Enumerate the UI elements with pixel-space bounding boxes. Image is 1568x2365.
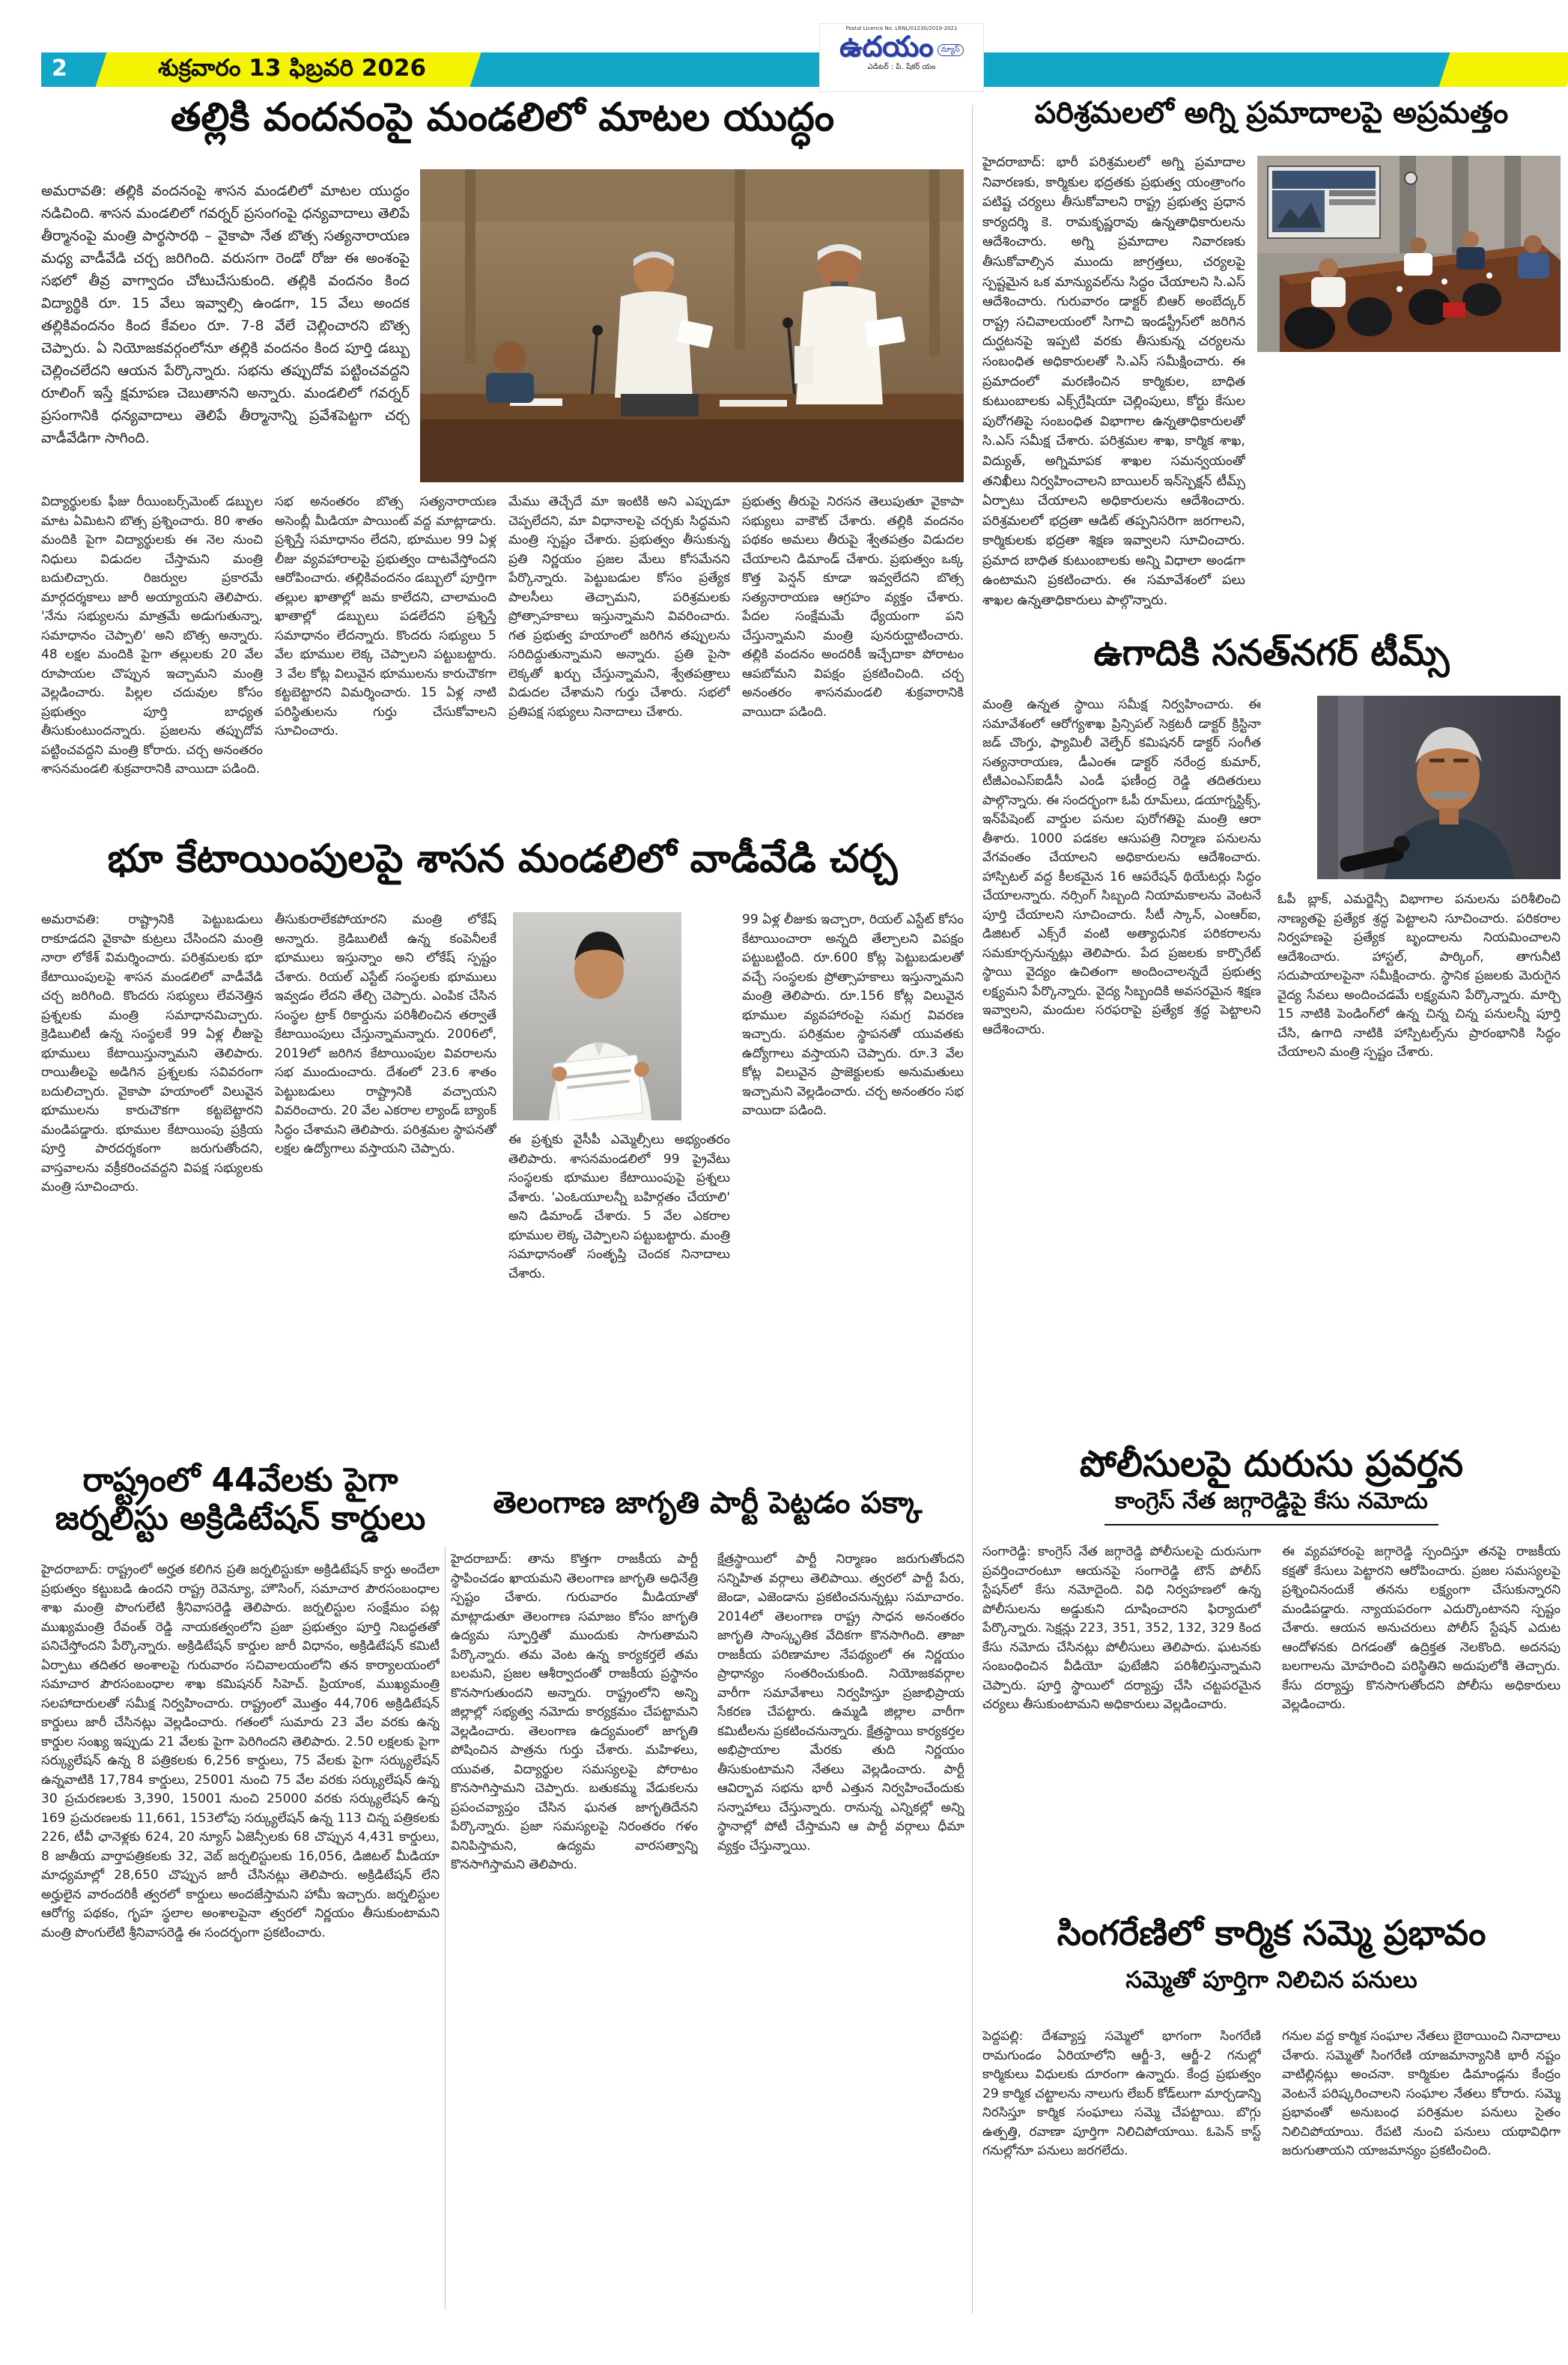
- article1-col1: విద్యార్థులకు ఫీజు రీయింబర్స్‌మెంట్ డబ్బుల మాట ఏమిటని బొత్స ప్రశ్నించారు. 80 శాతం మందికి పైగా విద్యార్థులకు ఈ నెల నుంచి నిధులు విడుదల చేస్తామని మంత్రి బదులిచ్చారు. రిజర్వుల ప్రకారమే మార్గదర్శకాలు జారీ అయ్యాయని తెలిపారు. 'నేను సభ్యులను మాత్రమే అడుగుతున్నా, సమాధానం చెప్పాలి' అని బొత్స అన్నారు. 48 లక్షల మందికి పైగా తల్లులకు 20 వేల రూపాయల చొప్పున ఇచ్చామని మంత్రి వెల్లడించారు. పిల్లల చదువుల కోసం ప్రభుత్వం పూర్తి బాధ్యత తీసుకుంటుందన్నారు. ప్రజలను తప్పుదోవ పట్టించవద్దని మంత్రి కోరారు. చర్చ అనంతరం శాసనమండలి శుక్రవారానికి వాయిదా పడింది.: [41, 494, 263, 777]
- article-police-misbehaviour: [982, 1444, 1561, 1910]
- article4-col3: ఈ ప్రశ్నకు వైసీపీ ఎమ్మెల్సీలు అభ్యంతరం తెలిపారు. శాసనమండలిలో 99 ప్రైవేటు సంస్థలకు భూముల కేటాయింపుపై ప్రశ్నలు వేశారు. 'ఎంఓయూలన్నీ బహిర్గతం చేయాలి' అని డిమాండ్ చేశారు. 5 వేల ఎకరాల భూముల లెక్క చెప్పాలని పట్టుబట్టారు. మంత్రి సమాధానంతో సంతృప్తి చెందక నినాదాలు చేశారు.: [508, 1132, 730, 1281]
- article8-col2: గనుల వద్ద కార్మిక సంఘాల నేతలు బైఠాయించి నినాదాలు చేశారు. సమ్మెతో సింగరేణి యాజమాన్యానికి భారీ నష్టం వాటిల్లినట్లు అంచనా. కార్మికుల డిమాండ్లను కేంద్రం వెంటనే పరిష్కరించాలని సంఘాల నేతలు కోరారు. సమ్మె ప్రభావంతో అనుబంధ పరిశ్రమల పనులు సైతం నిలిచిపోయాయి. రేపటి నుంచి పనులు యథావిధిగా జరుగుతాయని యాజమాన్యం ప్రకటించింది.: [1282, 2029, 1561, 2158]
- article-land-allotments: [41, 837, 964, 1429]
- article3-headline: ఉగాదికి సనత్‌నగర్ టీమ్స్: [1093, 632, 1450, 674]
- postal-licence-line: Postal Licence No. LRNL/01230/2019-2021: [845, 25, 958, 31]
- article4-col1: అమరావతి: రాష్ట్రానికి పెట్టుబడులు రాకూడదని వైకాపా కుట్రలు చేసిందని మంత్రి నారా లోకేశ్ విమర్శించారు. పరిశ్రమలకు భూ కేటాయింపులపై శాసన మండలిలో వాడీవేడి చర్చ జరిగింది. కొందరు సభ్యులు లేవనెత్తిన ప్రశ్నలకు మంత్రి సమాధానమిచ్చారు. క్రెడిబులిటీ ఉన్న సంస్థలకే 99 ఏళ్ల లీజుపై భూములు కేటాయిస్తున్నామని తెలిపారు. రాయితీలపై అడిగిన ప్రశ్నలకు సవివరంగా బదులిచ్చారు. వైకాపా హయాంలో విలువైన భూములను కారుచౌకగా కట్టబెట్టారని మండిపడ్డారు. భూముల కేటాయింపు ప్రక్రియ పూర్తి పారదర్శకంగా జరుగుతోందని, వాస్తవాలను వక్రీకరించవద్దని విపక్ష సభ్యులకు మంత్రి సూచించారు.: [41, 912, 263, 1194]
- article-jagruthi-party: [451, 1462, 964, 2319]
- article7-col2: ఈ వ్యవహారంపై జగ్గారెడ్డి స్పందిస్తూ తనపై రాజకీయ కక్షతో కేసులు పెట్టారని ఆరోపించారు. ప్రజల సమస్యలపై ప్రశ్నించినందుకే తనను లక్ష్యంగా చేసుకున్నారని మండిపడ్డారు. న్యాయపరంగా ఎదుర్కొంటానని స్పష్టం చేశారు. ఆయన అనుచరులు పోలీస్ స్టేషన్ ఎదుట ఆందోళనకు దిగడంతో ఉద్రిక్తత నెలకొంది. అదనపు బలగాలను మోహరించి పరిస్థితిని అదుపులోకి తెచ్చారు. కేసు దర్యాప్తు కొనసాగుతోందని పోలీసు అధికారులు వెల్లడించారు.: [1282, 1544, 1561, 1712]
- article6-col2: క్షేత్రస్థాయిలో పార్టీ నిర్మాణం జరుగుతోందని సన్నిహిత వర్గాలు తెలిపాయి. త్వరలో పార్టీ పేరు, జెండా, ఎజెండాను ప్రకటించనున్నట్లు సమాచారం. 2014లో తెలంగాణ రాష్ట్ర సాధన అనంతరం జాగృతి సాంస్కృతిక వేదికగా కొనసాగింది. తాజా రాజకీయ పరిణామాల నేపథ్యంలో ఈ నిర్ణయం ప్రాధాన్యం సంతరించుకుంది. నియోజకవర్గాల వారీగా సమావేశాలు నిర్వహిస్తూ ప్రజాభిప్రాయ సేకరణ చేపట్టారు. ఉమ్మడి జిల్లాల వారీగా కమిటీలను ప్రకటించనున్నారు. క్షేత్రస్థాయి కార్యకర్తల అభిప్రాయాల మేరకు తుది నిర్ణయం తీసుకుంటామని నేతలు వెల్లడించారు. పార్టీ ఆవిర్భావ సభను భారీ ఎత్తున నిర్వహించేందుకు సన్నాహాలు చేస్తున్నారు. రానున్న ఎన్నికల్లో అన్ని స్థానాల్లో పోటీ చేస్తామని ఆ పార్టీ వర్గాలు ధీమా వ్యక్తం చేస్తున్నాయి.: [717, 1552, 964, 1854]
- article-fire-safety: [982, 96, 1561, 629]
- article5-headline-line1: రాష్ట్రంలో 44వేలకు పైగా: [82, 1461, 398, 1499]
- column-divider-right: [972, 105, 973, 2314]
- cs-review-meeting-photo: [1257, 156, 1561, 352]
- article1-headline: తల్లికి వందనంపై మండలిలో మాటల యుద్ధం: [170, 95, 835, 140]
- article3-col1: మంత్రి ఉన్నత స్థాయి సమీక్ష నిర్వహించారు. ఈ సమావేశంలో ఆరోగ్యశాఖ ప్రిన్సిపల్ సెక్రటరీ డాక్టర్ క్రిస్టినా జడ్ చొంగ్తు, ఫ్యామిలీ వెల్ఫేర్ కమిషనర్ డాక్టర్ సంగీత సత్యనారాయణ, డీఎంఈ డాక్టర్ నరేంద్ర కుమార్, టీజీఎంఎస్ఐడీసీ ఎండీ ఫణీంద్ర రెడ్డి తదితరులు పాల్గొన్నారు. ఈ సందర్భంగా ఓపీ రూమ్‌లు, డయాగ్నస్టిక్స్, ఇన్‌పేషెంట్ వార్డుల పనుల పురోగతిపై మంత్రి ఆరా తీశారు. 1000 పడకల ఆసుపత్రి నిర్మాణ పనులను వేగవంతం చేయాలని అధికారులను ఆదేశించారు. హాస్పిటల్ వద్ద కీలకమైన 16 ఆపరేషన్ థియేటర్లు సిద్ధం చేయాలన్నారు. నర్సింగ్ సిబ్బంది నియామకాలను వెంటనే పూర్తి చేయాలని సూచించారు. సీటీ స్కాన్, ఎంఆర్ఐ, డిజిటల్ ఎక్స్‌రే వంటి అత్యాధునిక పరికరాలను సమకూర్చనున్నట్లు తెలిపారు. పేద ప్రజలకు కార్పొరేట్ స్థాయి వైద్యం ఉచితంగా అందించాలన్నదే ప్రభుత్వ లక్ష్యమని పేర్కొన్నారు. వైద్య సిబ్బందికి అవసరమైన శిక్షణ ఇవ్వాలని, మందుల సరఫరాపై ప్రత్యేక శ్రద్ధ పెట్టాలని ఆదేశించారు.: [982, 697, 1261, 1037]
- article-assembly-debate: [41, 96, 964, 834]
- article7-headline: పోలీసులపై దురుసు ప్రవర్తన: [1079, 1443, 1464, 1485]
- header-right-band: [1439, 52, 1568, 87]
- masthead: [820, 24, 983, 91]
- article6-col1: హైదరాబాద్: తాను కొత్తగా రాజకీయ పార్టీ స్థాపించడం ఖాయమని తెలంగాణ జాగృతి అధినేత్రి స్పష్టం చేశారు. గురువారం మీడియాతో మాట్లాడుతూ తెలంగాణ సమాజం కోసం జాగృతి ఉద్యమ స్ఫూర్తితో ముందుకు సాగుతామని పేర్కొన్నారు. తమ వెంట ఉన్న కార్యకర్తలే తమ బలమని, ప్రజల ఆశీర్వాదంతో రాజకీయ ప్రస్థానం కొనసాగుతుందని అన్నారు. రాష్ట్రంలోని అన్ని జిల్లాల్లో సభ్యత్వ నమోదు కార్యక్రమం చేపట్టామని వెల్లడించారు. తెలంగాణ ఉద్యమంలో జాగృతి పోషించిన పాత్రను గుర్తు చేశారు. మహిళలు, యువత, విద్యార్థుల సమస్యలపై పోరాటం కొనసాగిస్తామని చెప్పారు. బతుకమ్మ వేడుకలను ప్రపంచవ్యాప్తం చేసిన ఘనత జాగృతిదేనని పేర్కొన్నారు. ప్రజా సమస్యలపై నిరంతరం గళం వినిపిస్తామని, ఉద్యమ వారసత్వాన్ని కొనసాగిస్తామని తెలిపారు.: [451, 1552, 698, 1872]
- article-accreditation-cards: [41, 1462, 440, 2319]
- article1-col2: సభ అనంతరం బొత్స సత్యనారాయణ అసెంబ్లీ మీడియా పాయింట్ వద్ద మాట్లాడారు. ప్రశ్నిస్తే సమాధానం లేదని, భూముల 99 ఏళ్ల లీజు వ్యవహారాలపై ప్రభుత్వం దాటవేస్తోందని ఆరోపించారు. తల్లికివందనం డబ్బులో పూర్తిగా తల్లుల ఖాతాల్లో జమ కాలేదని, చాలామంది ఖాతాల్లో డబ్బులు పడలేదని ప్రశ్నిస్తే సమాధానం లేదన్నారు. కొందరు సభ్యులు 5 వేల భూముల లెక్క చెప్పాలని పట్టుబట్టారు. 3 వేల కోట్ల విలువైన భూములను కారుచౌకగా కట్టబెట్టారని విమర్శించారు. 15 ఏళ్ల నాటి పరిస్థితులను గుర్తు చేసుకోవాలని సూచించారు.: [275, 494, 496, 738]
- article5-headline-line2: జర్నలిస్టు అక్రిడిటేషన్ కార్డులు: [55, 1499, 426, 1537]
- editor-line: ఎడిటర్ : పి. షేకర్ యం: [867, 63, 936, 71]
- page-number: 2: [52, 55, 67, 82]
- article2-body: హైదరాబాద్: భారీ పరిశ్రమలలో అగ్ని ప్రమాదాల నివారణకు, కార్మికుల భద్రతకు ప్రభుత్వ యంత్రాంగం పటిష్ట చర్యలు తీసుకోవాలని రాష్ట్ర ప్రభుత్వ ప్రధాన కార్యదర్శి కె. రామకృష్ణరావు ఉన్నతాధికారులను ఆదేశించారు. అగ్ని ప్రమాదాల నివారణకు తీసుకోవాల్సిన ముందు జాగ్రత్తలు, చర్యలపై స్పష్టమైన ఒక మాన్యువల్‌ను సిద్ధం చేయాలని సి.ఎస్ ఆదేశించారు. గురువారం డాక్టర్ బిఆర్ అంబేద్కర్ రాష్ట్ర సచివాలయంలో సిగాచి ఇండస్ట్రీస్‌లో జరిగిన దుర్ఘటనపై ఇప్పటి వరకు తీసుకున్న చర్యలను సంబంధిత అధికారులతో సి.ఎస్ సమీక్షించారు. ఈ ప్రమాదంలో మరణించిన కార్మికుల, బాధిత కుటుంబాలకు ఎక్స్‌గ్రేషియా చెల్లింపులు, కోర్టు కేసుల పురోగతిపై సంబంధిత విభాగాల ఉన్నతాధికారులతో సి.ఎస్ సమీక్ష చేశారు. పరిశ్రమల శాఖ, కార్మిక శాఖ, విద్యుత్, అగ్నిమాపక శాఖల సమన్వయంతో తనిఖీలు నిర్వహించాలని బాయిలర్ ఇన్‌స్పెక్షన్ టీమ్స్ ఏర్పాటు చేయాలని అధికారులను ఆదేశించారు. పరిశ్రమలలో భద్రతా ఆడిట్ తప్పనిసరిగా జరగాలని, కార్మికులకు భద్రతా శిక్షణ ఇవ్వాలని సూచించారు. ప్రమాద బాధిత కుటుంబాలకు అన్ని విధాలా అండగా ఉంటామని ప్రకటించారు. ఈ సమావేశంలో పలు శాఖల ఉన్నతాధికారులు పాల్గొన్నారు.: [982, 155, 1245, 609]
- article1-lead: అమరావతి: తల్లికి వందనంపై శాసన మండలిలో మాటల యుద్ధం నడిచింది. శాసన మండలిలో గవర్నర్ ప్రసంగంపై ధన్యవాదాలు తెలిపే తీర్మానంపై మంత్రి పార్థసారథి – వైకాపా నేత బొత్స సత్యనారాయణ మధ్య వాడీవేడి చర్చ జరిగింది. వరుసగా రెండో రోజు ఈ అంశంపై సభలో తీవ్ర వాగ్వాదం చోటుచేసుకుంది. తల్లికి వందనం కింద విద్యార్థికి రూ. 15 వేలు ఇవ్వాల్సి ఉండగా, 15 వేలు అందక తల్లికివందనం కింద కేవలం రూ. 7-8 వేలే చెల్లించారని బొత్స చెప్పారు. ఏ నియోజకవర్గంలోనూ తల్లికి వందనం కింద పూర్తి డబ్బు చెల్లించలేదని ఆయన పేర్కొన్నారు. సభను తప్పుదోవ పట్టించవద్దని రూలింగ్ ఇస్తే క్షమాపణ చెబుతానని అన్నారు. మండలిలో గవర్నర్ ప్రసంగానికి ధన్యవాదాలు తెలిపే తీర్మానాన్ని ప్రవేశపెట్టగా చర్చ వాడీవేడిగా సాగింది.: [41, 183, 410, 447]
- article7-col1: సంగారెడ్డి: కాంగ్రెస్ నేత జగ్గారెడ్డి పోలీసులపై దురుసుగా ప్రవర్తించారంటూ ఆయనపై సంగారెడ్డి టౌన్ పోలీస్ స్టేషన్‌లో కేసు నమోదైంది. విధి నిర్వహణలో ఉన్న పోలీసులను అడ్డుకుని దూషించారని ఫిర్యాదులో పేర్కొన్నారు. సెక్షన్లు 223, 351, 352, 132, 329 కింద కేసు నమోదు చేసినట్లు పోలీసులు తెలిపారు. ఘటనకు సంబంధించిన వీడియో ఫుటేజీని పరిశీలిస్తున్నామని చెప్పారు. పూర్తి స్థాయిలో దర్యాప్తు చేసి చట్టపరమైన చర్యలు తీసుకుంటామని అధికారులు వెల్లడించారు.: [982, 1544, 1261, 1712]
- minister-lokesh-paper-photo: [513, 912, 681, 1120]
- article5-body: హైదరాబాద్: రాష్ట్రంలో అర్హత కలిగిన ప్రతి జర్నలిస్టుకూ అక్రిడిటేషన్ కార్డు అందేలా ప్రభుత్వం కట్టుబడి ఉందని రాష్ట్ర రెవెన్యూ, హౌసింగ్, సమాచార పౌరసంబంధాల శాఖ మంత్రి పొంగులేటి శ్రీనివాసరెడ్డి తెలిపారు. జర్నలిస్టుల సంక్షేమం పట్ల ముఖ్యమంత్రి రేవంత్ రెడ్డి నాయకత్వంలోని ప్రజా ప్రభుత్వం పూర్తి నిబద్ధతతో పనిచేస్తోందని పేర్కొన్నారు. అక్రిడిటేషన్ కార్డుల జారీ విధానం, అక్రిడిటేషన్ కమిటీ ఏర్పాటు తదితర అంశాలపై గురువారం సచివాలయంలోని తన కార్యాలయంలో సమాచార పౌరసంబంధాల శాఖ కమిషనర్ సిహెచ్. ప్రియాంక, ముఖ్యమంత్రి సలహాదారులతో సమీక్ష నిర్వహించారు. రాష్ట్రంలో మొత్తం 44,706 అక్రిడిటేషన్ కార్డులు జారీ చేసినట్లు వెల్లడించారు. గతంలో సుమారు 23 వేల వరకు ఉన్న కార్డుల సంఖ్య ఇప్పుడు 21 వేలకు పైగా పెరిగిందని తెలిపారు. 2.50 లక్షలకు పైగా సర్క్యులేషన్ ఉన్న 8 పత్రికలకు 6,256 కార్డులు, 75 వేలకు పైగా సర్క్యులేషన్ ఉన్నవాటికి 17,784 కార్డులు, 25001 నుంచి 75 వేల వరకు సర్క్యులేషన్ ఉన్న 30 ప్రచురణలకు 3,390, 15001 నుంచి 25000 వరకు సర్క్యులేషన్ ఉన్న 169 ప్రచురణలకు 11,661, 153లోపు సర్క్యులేషన్ ఉన్న 113 చిన్న పత్రికలకు 226, టీవీ ఛానెళ్లకు 624, 20 న్యూస్ ఏజెన్సీలకు 68 చొప్పున 4,431 కార్డులు, 8 జాతీయ వార్తాపత్రికలకు 32, వెబ్ జర్నలిస్టులకు 16,056, డిజిటల్ మీడియా మాధ్యమాల్లో 28,650 చొప్పున జారీ చేసినట్లు తెలిపారు. అక్రిడిటేషన్ లేని అర్హులైన వారందరికీ త్వరలో కార్డులు అందజేస్తామని హామీ ఇచ్చారు. జర్నలిస్టుల ఆరోగ్య పథకం, గృహ స్థలాల అంశాలపైనా త్వరలో నిర్ణయం తీసుకుంటామని మంత్రి పొంగులేటి శ్రీనివాసరెడ్డి ఈ సందర్భంగా ప్రకటించారు.: [41, 1562, 440, 1940]
- article4-col2: తీసుకురాలేకపోయారని మంత్రి లోకేష్ అన్నారు. క్రెడిబులిటీ ఉన్న కంపెనీలకే భూములు ఇస్తున్నాం అని లోకేష్ స్పష్టం చేశారు. రియల్ ఎస్టేట్ సంస్థలకు భూములు ఇవ్వడం లేదని తేల్చి చెప్పారు. ఎంపిక చేసిన సంస్థల ట్రాక్ రికార్డును పరిశీలించిన తర్వాతే కేటాయింపులు చేస్తున్నామన్నారు. 2006లో, 2019లో జరిగిన కేటాయింపుల వివరాలను సభ ముందుంచారు. దేశంలో 23.6 శాతం పెట్టుబడులు రాష్ట్రానికి వచ్చాయని వివరించారు. 20 వేల ఎకరాల ల్యాండ్ బ్యాంక్ సిద్ధం చేశామని తెలిపారు. పరిశ్రమల స్థాపనతో లక్షల ఉద్యోగాలు వస్తాయని చెప్పారు.: [275, 912, 496, 1156]
- article8-col1: పెద్దపల్లి: దేశవ్యాప్త సమ్మెలో భాగంగా సింగరేణి రామగుండం ఏరియాలోని ఆర్జీ-3, ఆర్జీ-2 గనుల్లో కార్మికులు విధులకు దూరంగా ఉన్నారు. కేంద్ర ప్రభుత్వం 29 కార్మిక చట్టాలను నాలుగు లేబర్ కోడ్‌లుగా మార్చడాన్ని నిరసిస్తూ కార్మిక సంఘాలు సమ్మె చేపట్టాయి. బొగ్గు ఉత్పత్తి, రవాణా పూర్తిగా నిలిచిపోయాయి. ఓపెన్ కాస్ట్ గనుల్లోనూ పనులు జరగలేదు.: [982, 2029, 1261, 2158]
- edition-date: శుక్రవారం 13 ఫిబ్రవరి 2026: [157, 55, 427, 82]
- assembly-debate-photo: [420, 169, 964, 482]
- column-divider-bottom-left: [445, 1546, 446, 2310]
- article2-headline: పరిశ్రమలలో అగ్ని ప్రమాదాలపై అప్రమత్తం: [1034, 96, 1509, 130]
- article1-col4: ప్రభుత్వ తీరుపై నిరసన తెలుపుతూ వైకాపా సభ్యులు వాకౌట్ చేశారు. తల్లికి వందనం పథకం అమలు తీరుపై శ్వేతపత్రం విడుదల చేయాలని డిమాండ్ చేశారు. ప్రభుత్వం ఒక్క కొత్త పెన్షన్ కూడా ఇవ్వలేదని బొత్స సత్యనారాయణ ఆగ్రహం వ్యక్తం చేశారు. పేదల సంక్షేమమే ధ్యేయంగా పని చేస్తున్నామని మంత్రి పునరుద్ఘాటించారు. తల్లికి వందనం అందరికీ ఇచ్చేదాకా పోరాటం ఆపబోమని విపక్షం ప్రకటించింది. చర్చ అనంతరం శాసనమండలి శుక్రవారానికి వాయిదా పడింది.: [742, 494, 964, 720]
- article8-subhead: సమ్మెతో పూర్తిగా నిలిచిన పనులు: [1125, 1966, 1417, 1994]
- article1-col3: మేము తెచ్చేదే మా ఇంటికి అని ఎప్పుడూ చెప్పలేదని, మా విధానాలపై చర్చకు సిద్ధమని మంత్రి స్పష్టం చేశారు. ప్రభుత్వం తీసుకున్న ప్రతి నిర్ణయం ప్రజల మేలు కోసమేనని పేర్కొన్నారు. పెట్టుబడుల కోసం ప్రత్యేక పాలసీలు తెచ్చామని, పరిశ్రమలకు ప్రోత్సాహకాలు ఇస్తున్నామని వివరించారు. గత ప్రభుత్వ హయాంలో జరిగిన తప్పులను సరిదిద్దుతున్నామని అన్నారు. ప్రతి పైసా లెక్కతో ఖర్చు చేస్తున్నామని, శ్వేతపత్రాలు విడుదల చేశామని గుర్తు చేశారు. సభలో ప్రతిపక్ష సభ్యులు నినాదాలు చేశారు.: [508, 494, 730, 720]
- article8-headline: సింగరేణిలో కార్మిక సమ్మె ప్రభావం: [1057, 1913, 1486, 1953]
- article-singareni-strike: [982, 1913, 1561, 2318]
- minister-speaking-mic-photo: [1317, 696, 1561, 879]
- article4-headline: భూ కేటాయింపులపై శాసన మండలిలో వాడీవేడి చర్చ: [107, 837, 898, 881]
- article4-col4: 99 ఏళ్ల లీజుకు ఇచ్చారా, రియల్ ఎస్టేట్ కోసం కేటాయించారా అన్నది తేల్చాలని విపక్షం పట్టుబట్టింది. రూ.600 కోట్ల పెట్టుబడులతో వచ్చే సంస్థలకు ప్రోత్సాహకాలు ఇస్తున్నామని మంత్రి తెలిపారు. రూ.156 కోట్ల విలువైన భూముల వ్యవహారంపై సమగ్ర వివరణ ఇచ్చారు. పరిశ్రమల స్థాపనతో యువతకు ఉద్యోగాలు వస్తాయని చెప్పారు. రూ.3 వేల కోట్ల విలువైన ప్రాజెక్టులకు అనుమతులు ఇచ్చామని వెల్లడించారు. చర్చ అనంతరం సభ వాయిదా పడింది.: [742, 912, 964, 1118]
- header-bar: [41, 52, 1561, 87]
- logo-news-badge: న్యూస్: [938, 44, 964, 56]
- article6-headline: తెలంగాణ జాగృతి పార్టీ పెట్టడం పక్కా: [493, 1486, 923, 1520]
- article7-subhead: కాంగ్రెస్ నేత జగ్గారెడ్డిపై కేసు నమోదు: [1104, 1485, 1438, 1525]
- article3-col2: ఓపీ బ్లాక్, ఎమర్జెన్సీ విభాగాల పనులను పరిశీలించి నాణ్యతపై ప్రత్యేక శ్రద్ధ పెట్టాలని సూచించారు. పరికరాల నిర్వహణపై ప్రత్యేక బృందాలను నియమించాలని ఆదేశించారు. హాస్టల్, పార్కింగ్, తాగునీటి సదుపాయాలపైనా సమీక్షించారు. స్థానిక ప్రజలకు మెరుగైన వైద్య సేవలు అందించడమే లక్ష్యమని పేర్కొన్నారు. మార్చి 15 నాటికి పెండింగ్‌లో ఉన్న చిన్న చిన్న పనులన్నీ పూర్తి చేసి, ఉగాది నాటికి హాస్పిటల్స్‌ను ప్రారంభానికి సిద్ధం చేయాలని మంత్రి స్పష్టం చేశారు.: [1277, 892, 1561, 1060]
- newspaper-logo: ఉదయం: [839, 30, 934, 63]
- article-sanathnagar-teams: [982, 633, 1561, 1442]
